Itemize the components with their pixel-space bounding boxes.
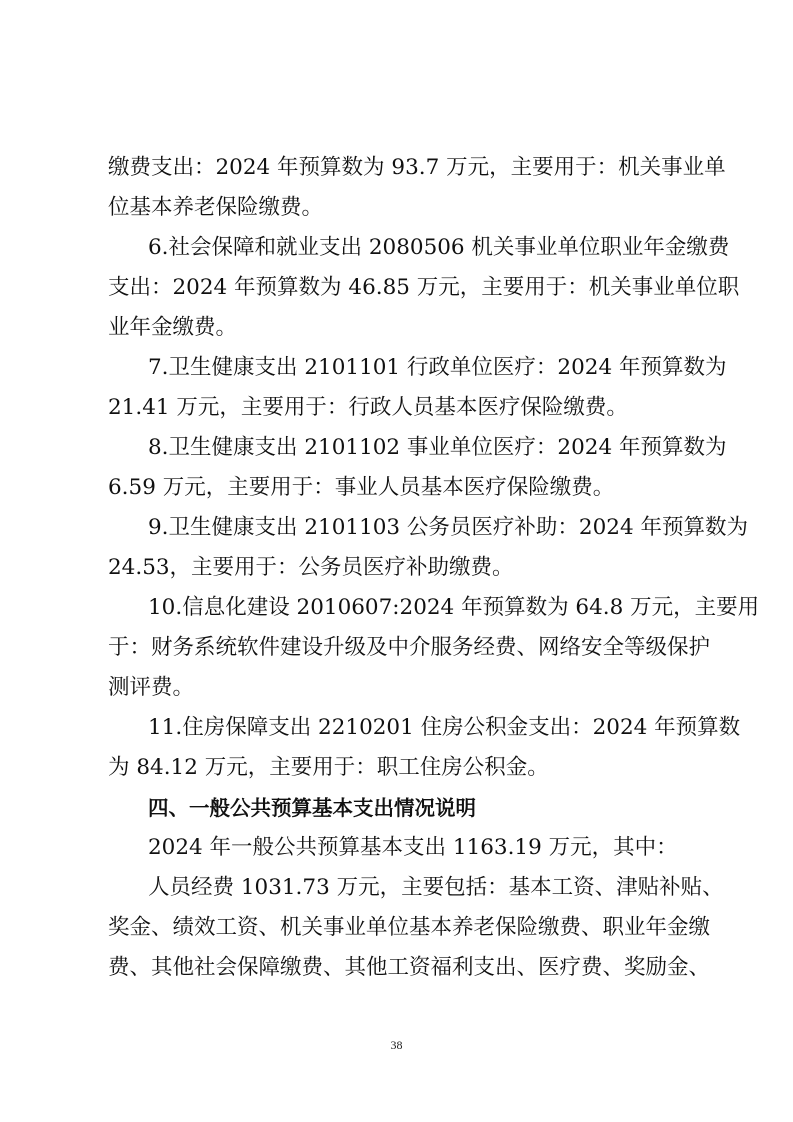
text-line: 缴费支出：2024 年预算数为 93.7 万元，主要用于：机关事业单 <box>108 155 726 180</box>
text-line: 21.41 万元，主要用于：行政人员基本医疗保险缴费。 <box>108 395 628 420</box>
text-line: 业年金缴费。 <box>108 315 238 340</box>
text-line: 于：财务系统软件建设升级及中介服务经费、网络安全等级保护 <box>108 635 711 660</box>
text-line: 6.社会保障和就业支出 2080506 机关事业单位职业年金缴费 <box>148 235 730 260</box>
page-number: 38 <box>390 1038 403 1052</box>
text-line: 支出：2024 年预算数为 46.85 万元，主要用于：机关事业单位职 <box>108 275 740 300</box>
text-line: 测评费。 <box>108 675 195 700</box>
text-line: 费、其他社会保障缴费、其他工资福利支出、医疗费、奖励金、 <box>108 955 711 980</box>
text-line: 为 84.12 万元，主要用于：职工住房公积金。 <box>108 755 549 780</box>
text-line: 位基本养老保险缴费。 <box>108 195 324 220</box>
text-line: 7.卫生健康支出 2101101 行政单位医疗：2024 年预算数为 <box>148 355 727 380</box>
text-line: 9.卫生健康支出 2101103 公务员医疗补助：2024 年预算数为 <box>148 515 748 540</box>
section-heading: 四、一般公共预算基本支出情况说明 <box>148 796 476 820</box>
text-line: 10.信息化建设 2010607:2024 年预算数为 64.8 万元，主要用 <box>148 595 760 620</box>
text-line: 8.卫生健康支出 2101102 事业单位医疗：2024 年预算数为 <box>148 435 727 460</box>
text-line: 奖金、绩效工资、机关事业单位基本养老保险缴费、职业年金缴 <box>108 915 711 940</box>
text-line: 2024 年一般公共预算基本支出 1163.19 万元，其中： <box>148 835 678 860</box>
text-line: 24.53，主要用于：公务员医疗补助缴费。 <box>108 555 514 580</box>
text-line: 11.住房保障支出 2210201 住房公积金支出：2024 年预算数 <box>148 715 741 740</box>
text-line: 人员经费 1031.73 万元，主要包括：基本工资、津贴补贴、 <box>148 875 724 900</box>
text-line: 6.59 万元，主要用于：事业人员基本医疗保险缴费。 <box>108 475 615 500</box>
